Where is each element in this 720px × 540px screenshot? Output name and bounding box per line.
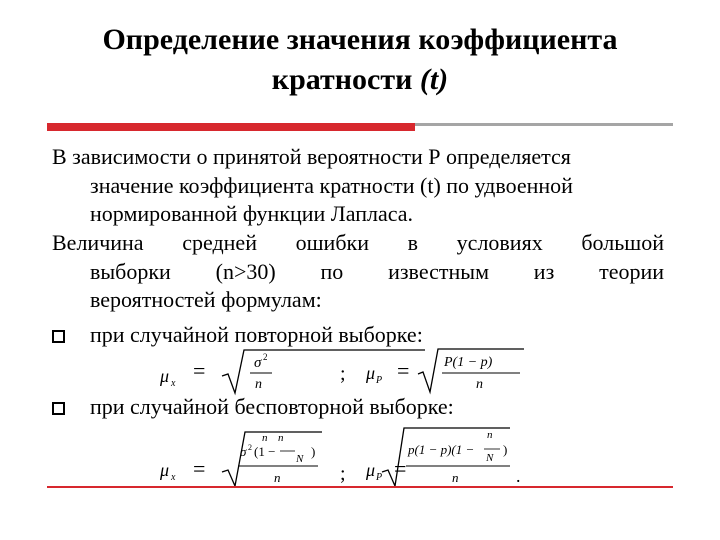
paragraph-1-line-3: нормированной функции Лапласа. (90, 201, 414, 226)
svg-text:): ) (503, 442, 508, 457)
svg-text:2: 2 (263, 352, 268, 362)
paragraph-1-line-1: В зависимости о принятой вероятности Р определяется (52, 144, 571, 169)
formula-fraction-sigma-nN (238, 432, 318, 485)
formula-fraction-p-nN (406, 429, 510, 485)
bullet-non-repeated-sampling: при случайной бесповторной выборке: (90, 394, 454, 419)
svg-text:n: n (274, 470, 281, 485)
title-line-1: Определение значения коэффициента (102, 23, 618, 56)
svg-text:σ: σ (240, 444, 247, 459)
formula-mu-x (159, 366, 176, 389)
sqrt-radical-icon (222, 350, 425, 393)
paragraph-1-line-2: значение коэффициента кратности (t) по удвоенной (90, 172, 573, 198)
svg-text:p(1 − p)(1 −: p(1 − p)(1 − (408, 442, 475, 457)
svg-text:P: P (376, 472, 383, 483)
svg-text:n: n (278, 432, 284, 444)
title-line-2 (0, 60, 720, 100)
formula-mu-p (365, 363, 382, 386)
svg-text:σ: σ (254, 355, 262, 371)
bullet-repeated-sampling: при случайной повторной выборке: (90, 322, 423, 347)
paragraph-mean-error (52, 229, 664, 315)
paragraph-2-line-2: выборки (n>30) по известным из теории (90, 258, 664, 284)
svg-text:N: N (486, 452, 494, 464)
svg-text:n: n (487, 429, 493, 441)
svg-text:P: P (376, 375, 383, 386)
formula-separator-2: ; (340, 463, 346, 485)
hollow-square-bullet-icon (52, 402, 65, 415)
svg-text:2: 2 (248, 443, 252, 452)
svg-text:P(1 − p): P(1 − p) (444, 355, 493, 370)
svg-text:n: n (476, 377, 483, 392)
equals-sign-p: = (397, 358, 410, 383)
svg-text:μ: μ (160, 366, 170, 386)
svg-text:n: n (452, 470, 459, 485)
formula-fraction-p (442, 355, 520, 392)
svg-text:μ: μ (366, 460, 376, 480)
svg-text:x: x (171, 472, 176, 483)
equals-sign-p-2: = (394, 456, 407, 481)
svg-text:N: N (296, 453, 304, 465)
equals-sign: = (193, 358, 206, 383)
equals-sign-2: = (193, 456, 206, 481)
paragraph-2-line-1: Величина средней ошибки в условиях большой (52, 230, 664, 255)
title-divider-red (47, 123, 415, 131)
bottom-divider-red (47, 486, 673, 488)
svg-text:μ: μ (160, 460, 170, 480)
formula-non-repeated-sampling (150, 422, 530, 488)
paragraph-laplace (52, 143, 664, 229)
formula-mu-p-2 (365, 460, 382, 483)
svg-text:n: n (255, 377, 262, 392)
hollow-square-bullet-icon (52, 330, 65, 343)
formula-end-period: . (516, 466, 521, 486)
slide-title (0, 20, 720, 100)
svg-text:μ: μ (366, 363, 376, 383)
svg-text:): ) (311, 444, 316, 459)
svg-text:(1 −: (1 − (254, 444, 276, 459)
formula-separator: ; (340, 363, 346, 385)
formula-fraction-sigma-n (250, 352, 272, 392)
sqrt-radical-2-icon (222, 432, 322, 486)
svg-text:x: x (171, 378, 176, 389)
paragraph-2-line-3: вероятностей формулам: (90, 287, 322, 312)
formula-mu-x-2 (159, 460, 176, 483)
svg-text:n: n (262, 432, 268, 444)
title-line-2-text: кратности (271, 63, 413, 96)
formula-repeated-sampling (150, 346, 530, 396)
title-line-2-italic: (t) (419, 63, 449, 96)
